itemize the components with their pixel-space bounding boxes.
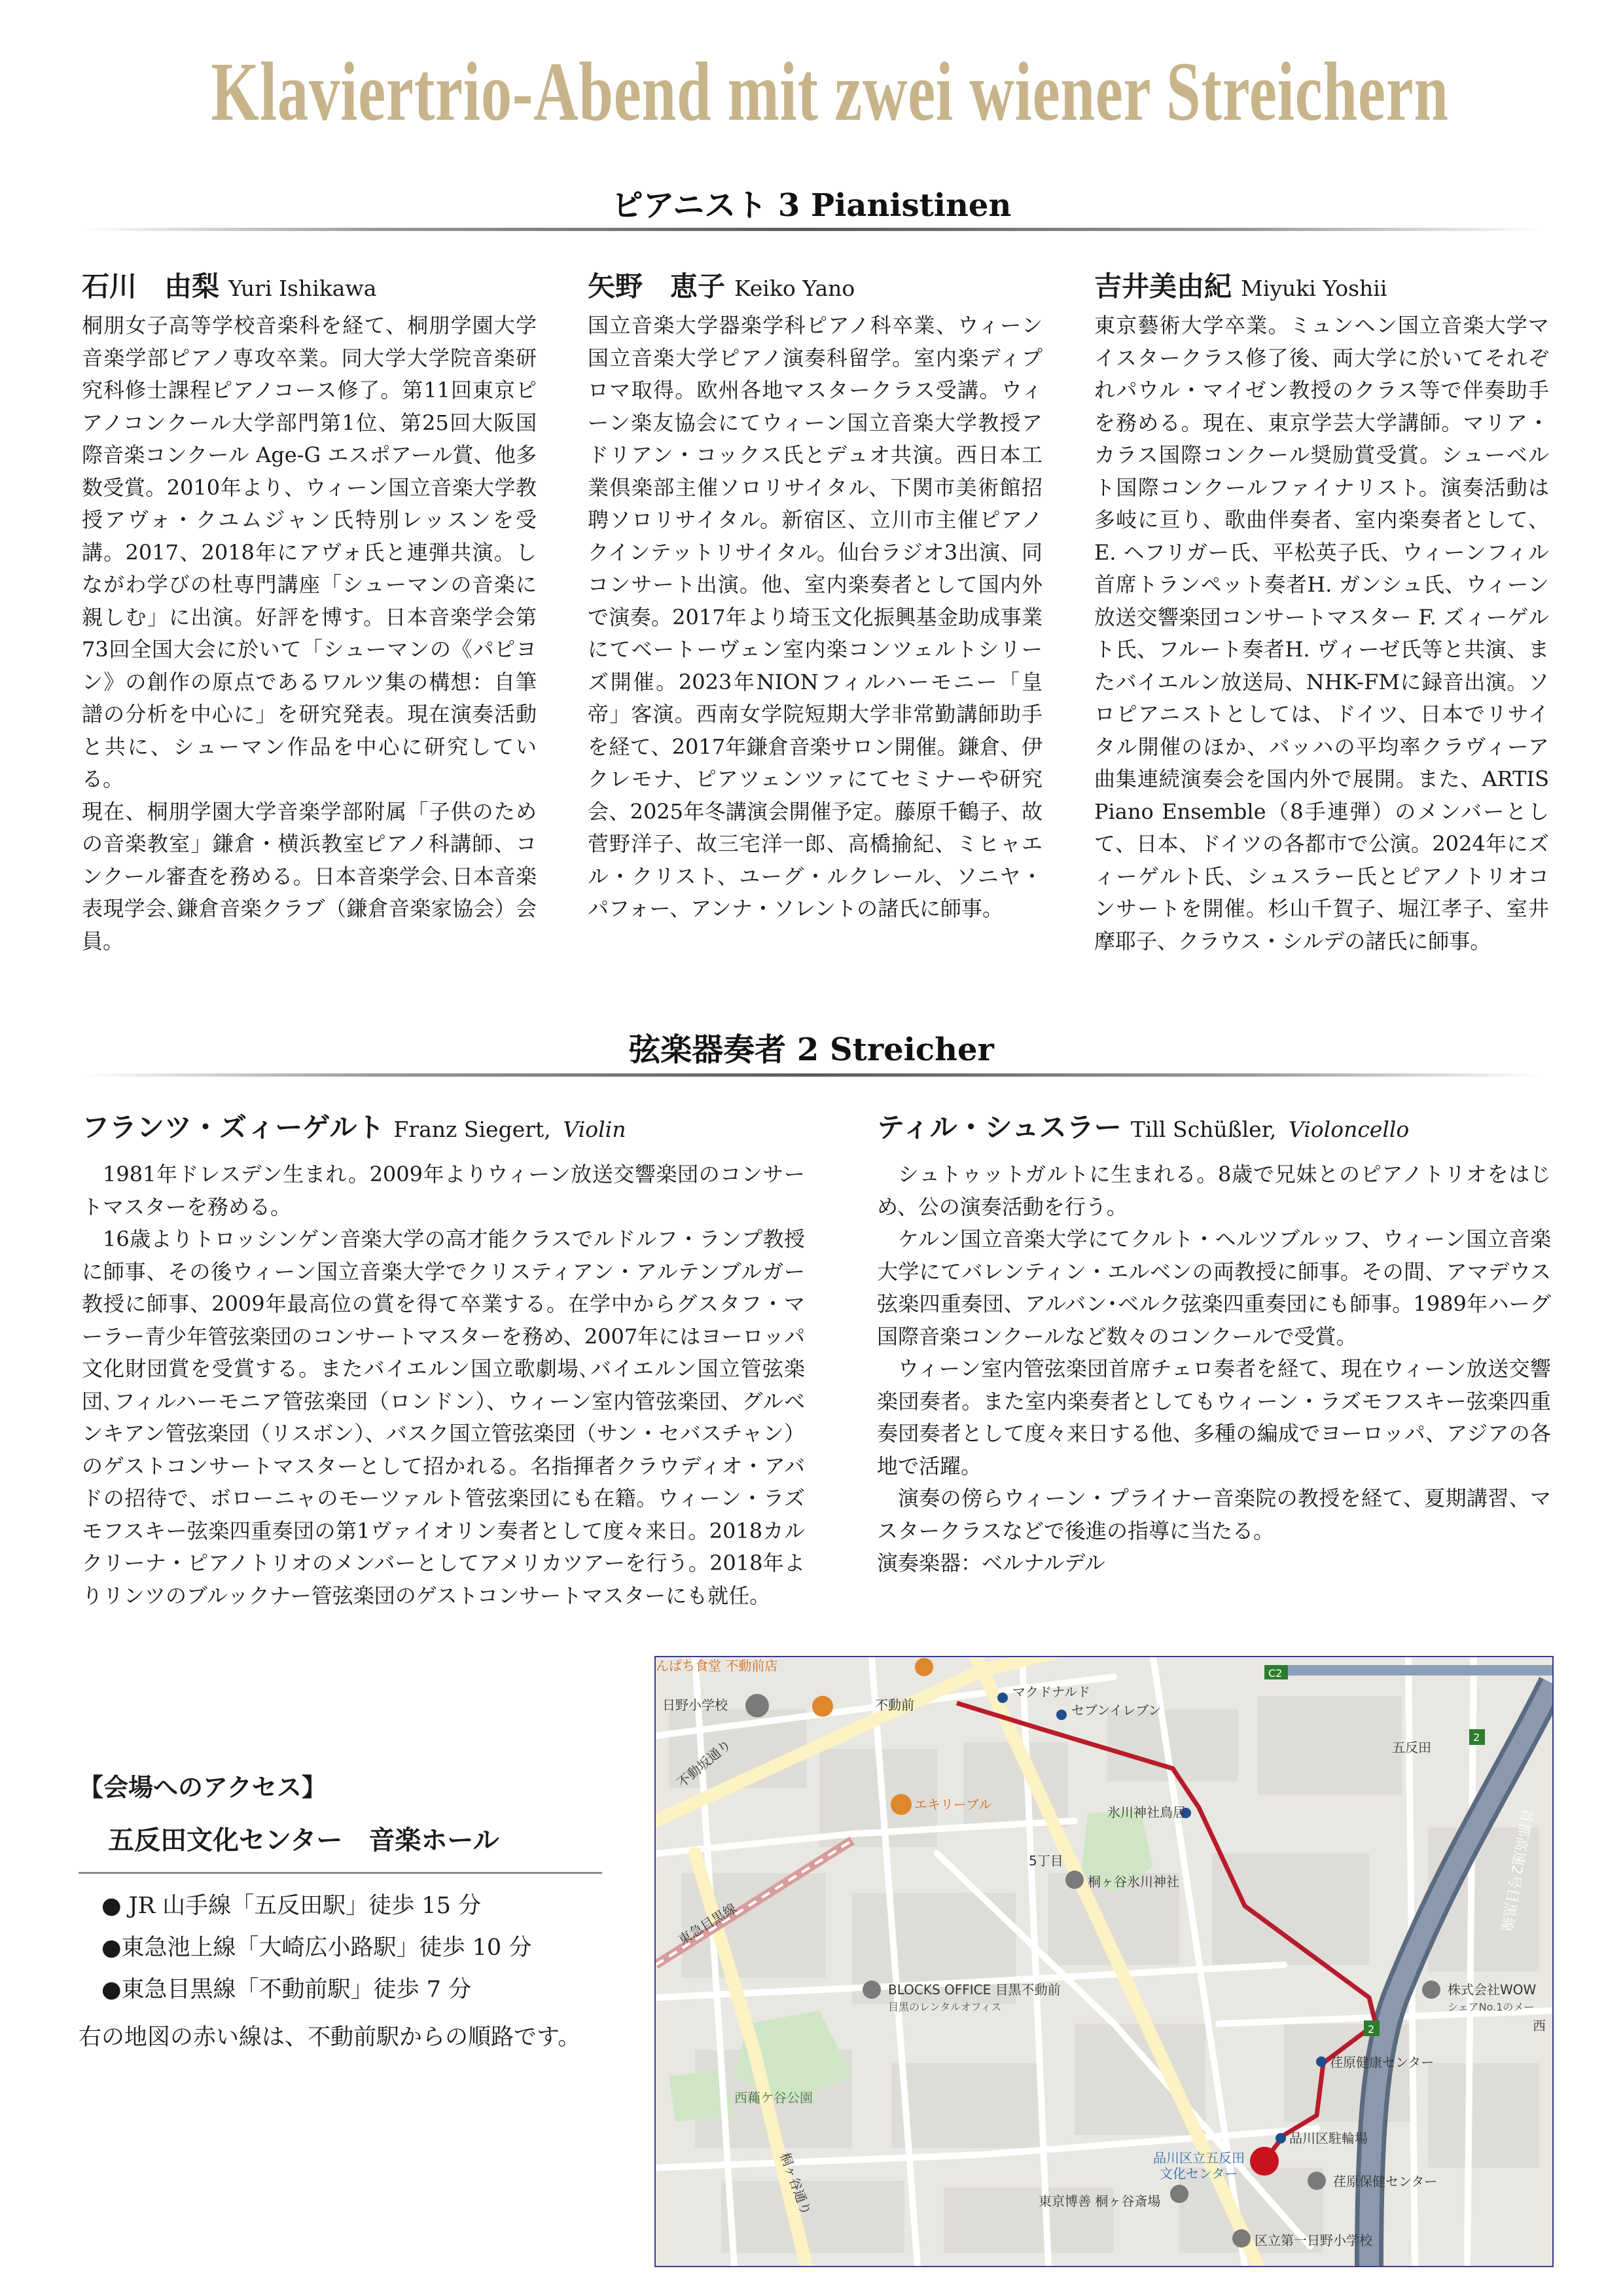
map-label: 品川区駐輪場 [1289, 2130, 1368, 2146]
map-label: エキリーブル [914, 1797, 992, 1812]
pianists-divider [82, 228, 1541, 231]
map-label: 5丁目 [1029, 1853, 1063, 1869]
pianist-bio: 国立音楽大学器楽学科ピアノ科卒業、ウィーン国立音楽大学ピアノ演奏科留学。室内楽ディプロマ取得。欧州各地マスタークラス受講。ウィーン楽友協会にてウィーン国立音楽大学教授アドリアン・コックス氏とデュオ共演。西日本工業倶楽部主催ソロリサイタル、下関市美術館招聘ソロリサイタル。新宿区、立川市主催ピアノクインテットリサイタル。仙台ラジオ3出演、同コンサート出演。他、室内楽奏者として国内外で演奏。2017年より埼玉文化振興基金助成事業にてベートーヴェン室内楽コンツェルトシリーズ開催。2023年NIONフィルハーモニー「皇帝」客演。西南女学院短期大学非常勤講師助手を経て、2017年鎌倉音楽サロン開催。鎌倉、伊クレモナ、ピアツェンツァにてセミナーや研究会、2025年冬講演会開催予定。藤原千鶴子、故菅野洋子、故三宅洋一郎、高橋揄紀、ミヒャエル・クリスト、ユーグ・ルクレール、ソニヤ・パフォー、アンナ・ソレントの諸氏に師事。 [588, 313, 1043, 921]
map-label: 荏原保健センター [1333, 2174, 1438, 2189]
pianist-name: 吉井美由紀 Miyuki Yoshii [1094, 270, 1387, 302]
venue-marker [1250, 2147, 1279, 2176]
string-player-card [877, 1106, 1551, 1580]
map-label: マクドナルド [1012, 1684, 1090, 1700]
access-route: ●東急目黒線「不動前駅」徒歩 7 分 [101, 1977, 472, 2003]
map-label: 文化センター [1160, 2166, 1238, 2181]
access-routes [101, 1885, 531, 2011]
map-label: 桐ヶ谷氷川神社 [1088, 1874, 1179, 1890]
access-heading: 【会場へのアクセス】 [79, 1772, 327, 1802]
map-label: 2 [1368, 2023, 1375, 2036]
pianist-bio: 東京藝術大学卒業。ミュンヘン国立音楽大学マイスタークラス修了後、両大学に於いてそれぞれパウル・マイゼン教授のクラス等で伴奏助手を務める。現在、東京学芸大学講師。マリア・カラス国際コンクール奨励賞受賞。シューベルト国際コンクールファイナリスト。演奏活動は多岐に亘り、歌曲伴奏者、室内楽奏者として、E. ヘフリガー氏、平松英子氏、ウィーンフィル首席トランペット奏者H. ガンシュ氏、ウィーン放送交響楽団コンサートマスター F. ズィーゲルト氏、フルート奏者H. ヴィーゼ氏等と共演、またバイエルン放送局、NHK-FMに録音出演。ソロピアニストとしては、ドイツ、日本でリサイタル開催のほか、バッハの平均率クラヴィーア曲集連続演奏会を国内外で展開。また、ARTIS Piano Ensemble（8手連弾）のメンバーとして、日本、ドイツの各都市で公演。2024年にズィーゲルト氏、シュスラー氏とピアノトリオコンサートを開催。杉山千賀子、堀江孝子、室井摩耶子、クラウス・シルデの諸氏に師事。 [1094, 313, 1549, 954]
pianist-bio: 桐朋女子高等学校音楽科を経て、桐朋学園大学音楽学部ピアノ専攻卒業。同大学大学院音楽研究科修士課程ピアノコース修了。第11回東京ピアノコンクール大学部門第1位、第25回大阪国際音楽コンクール Age-G エスポアール賞、他多数受賞。2010年より、ウィーン国立音楽大学教授アヴォ・クユムジャン氏特別レッスンを受講。2017、2018年にアヴォ氏と連弾共演。しながわ学びの杜専門講座「シューマンの音楽に親しむ」に出演。好評を博す。日本音楽学会第73回全国大会に於いて「シューマンの《パピヨン》の創作の原点であるワルツ集の構想：自筆譜の分析を中心に」を研究発表。現在演奏活動と共に、シューマン作品を中心に研究している。 現在、桐朋学園大学音楽学部附属「子供のための音楽教室」鎌倉・横浜教室ピアノ科講師、コンクール審査を務める。日本音楽学会､日本音楽表現学会､鎌倉音楽クラブ（鎌倉音楽家協会）会員。 [82, 313, 537, 954]
map-label: 不動前 [875, 1697, 914, 1713]
map-label: 荏原健康センター [1330, 2054, 1435, 2070]
map-label: 五反田 [1392, 1740, 1431, 1755]
pianist-card [82, 265, 537, 958]
access-route: ●東急池上線「大崎広小路駅」徒歩 10 分 [101, 1935, 532, 1961]
page-title: Klaviertrio-Abend mit zwei wiener Streichern [211, 45, 1449, 138]
strings-heading: 弦楽器奏者 2 Streicher [629, 1031, 994, 1068]
pianists-heading: ピアニスト 3 Pianistinen [611, 187, 1012, 224]
strings-divider [82, 1073, 1541, 1077]
map-label: 区立第一日野小学校 [1255, 2233, 1372, 2248]
map-label: セブンイレブン [1071, 1702, 1162, 1718]
map-label: 品川区立五反田 [1153, 2150, 1245, 2166]
pianist-card [1094, 265, 1549, 958]
map-note: 右の地図の赤い線は、不動前駅からの順路です。 [79, 2024, 581, 2051]
venue-name: 五反田文化センター 音楽ホール [108, 1825, 499, 1856]
map-label: 株式会社WOW [1448, 1982, 1537, 1998]
map-label: んぱち食堂 不動前店 [656, 1658, 778, 1674]
map-label: 日野小学校 [662, 1697, 728, 1713]
map-label: シェアNo.1のメー [1448, 2001, 1535, 2013]
string-player-name: ティル・シュスラー Till Schüßler, Violoncello [877, 1111, 1410, 1143]
pianist-card [588, 265, 1043, 925]
string-player-bio: シュトゥットガルトに生まれる。8歳で兄妹とのピアノトリオをはじめ、公の演奏活動を行う。 ケルン国立音楽大学にてクルト・ヘルツブルッフ、ウィーン国立音楽大学にてバレンティン・エルベンの両教授に師事。その間、アマデウス弦楽四重奏団、アルバン･ベルク弦楽四重奏団にも師事。1989年ハーグ国際音楽コンクールなど数々のコンクールで受賞。 ウィーン室内管弦楽団首席チェロ奏者を経て、現在ウィーン放送交響楽団奏者。また室内楽奏者としてもウィーン・ラズモフスキー弦楽四重奏団奏者として度々来日する他、多種の編成でヨーロッパ、アジアの各地で活躍。 演奏の傍らウィーン・プライナー音楽院の教授を経て、夏期講習、マスタークラスなどで後進の指導に当たる。 演奏楽器：ベルナルデル [877, 1158, 1551, 1580]
map-label: 不動坂通り [673, 1736, 734, 1791]
map-label: 東急目黒線 [675, 1899, 740, 1948]
access-divider [79, 1872, 602, 1874]
pianist-name: 矢野 恵子 Keiko Yano [588, 270, 855, 302]
access-route: ● JR 山手線「五反田駅」徒歩 15 分 [101, 1893, 481, 1919]
map-label: C2 [1268, 1667, 1283, 1679]
string-player-name: フランツ・ズィーゲルト Franz Siegert, Violin [82, 1111, 626, 1143]
map-label: 西蘒ケ谷公園 [734, 2090, 813, 2106]
map-label: 目黒のレンタルオフィス [888, 2001, 1002, 2013]
map-label: 2 [1473, 1731, 1480, 1744]
pianist-name: 石川 由梨 Yuri Ishikawa [82, 270, 377, 302]
map-label: 西 [1533, 2018, 1546, 2034]
access-map[interactable] [654, 1656, 1554, 2267]
map-label: 東京博善 桐ヶ谷斎場 [1039, 2193, 1161, 2209]
map-label: 首都高速2号目黒線 [1497, 1806, 1535, 1933]
string-player-bio: 1981年ドレスデン生まれ。2009年よりウィーン放送交響楽団のコンサートマスターを務める。 16歳よりトロッシンゲン音楽大学の高才能クラスでルドルフ・ランプ教授に師事、その後ウィーン国立音楽大学でクリスティアン・アルテンブルガー教授に師事、2009年最高位の賞を得て卒業する。在学中からグスタフ・マーラー青少年管弦楽団のコンサートマスターを務め、2007年にはヨーロッパ文化財団賞を受賞する。またバイエルン国立歌劇場､バイエルン国立管弦楽団､フィルハーモニア管弦楽団（ロンドン）、ウィーン室内管弦楽団、グルベンキアン管弦楽団（リスボン）、バスク国立管弦楽団（サン・セバスチャン）のゲストコンサートマスターとして招かれる。名指揮者クラウディオ・アバドの招待で、ボローニャのモーツァルト管弦楽団にも在籍。ウィーン・ラズモフスキー弦楽四重奏団の第1ヴァイオリン奏者として度々来日。2018カルクリーナ・ピアノトリオのメンバーとしてアメリカツアーを行う。2018年よりリンツのブルックナー管弦楽団のゲストコンサートマスターにも就任。 [82, 1162, 805, 1608]
map-label: 桐ヶ谷通り [777, 2150, 815, 2217]
instrument-note: 演奏楽器：ベルナルデル [877, 1551, 1105, 1575]
string-player-card [82, 1106, 805, 1612]
map-label: 氷川神社鳥居 [1107, 1804, 1186, 1820]
map-label: BLOCKS OFFICE 目黒不動前 [888, 1982, 1061, 1998]
